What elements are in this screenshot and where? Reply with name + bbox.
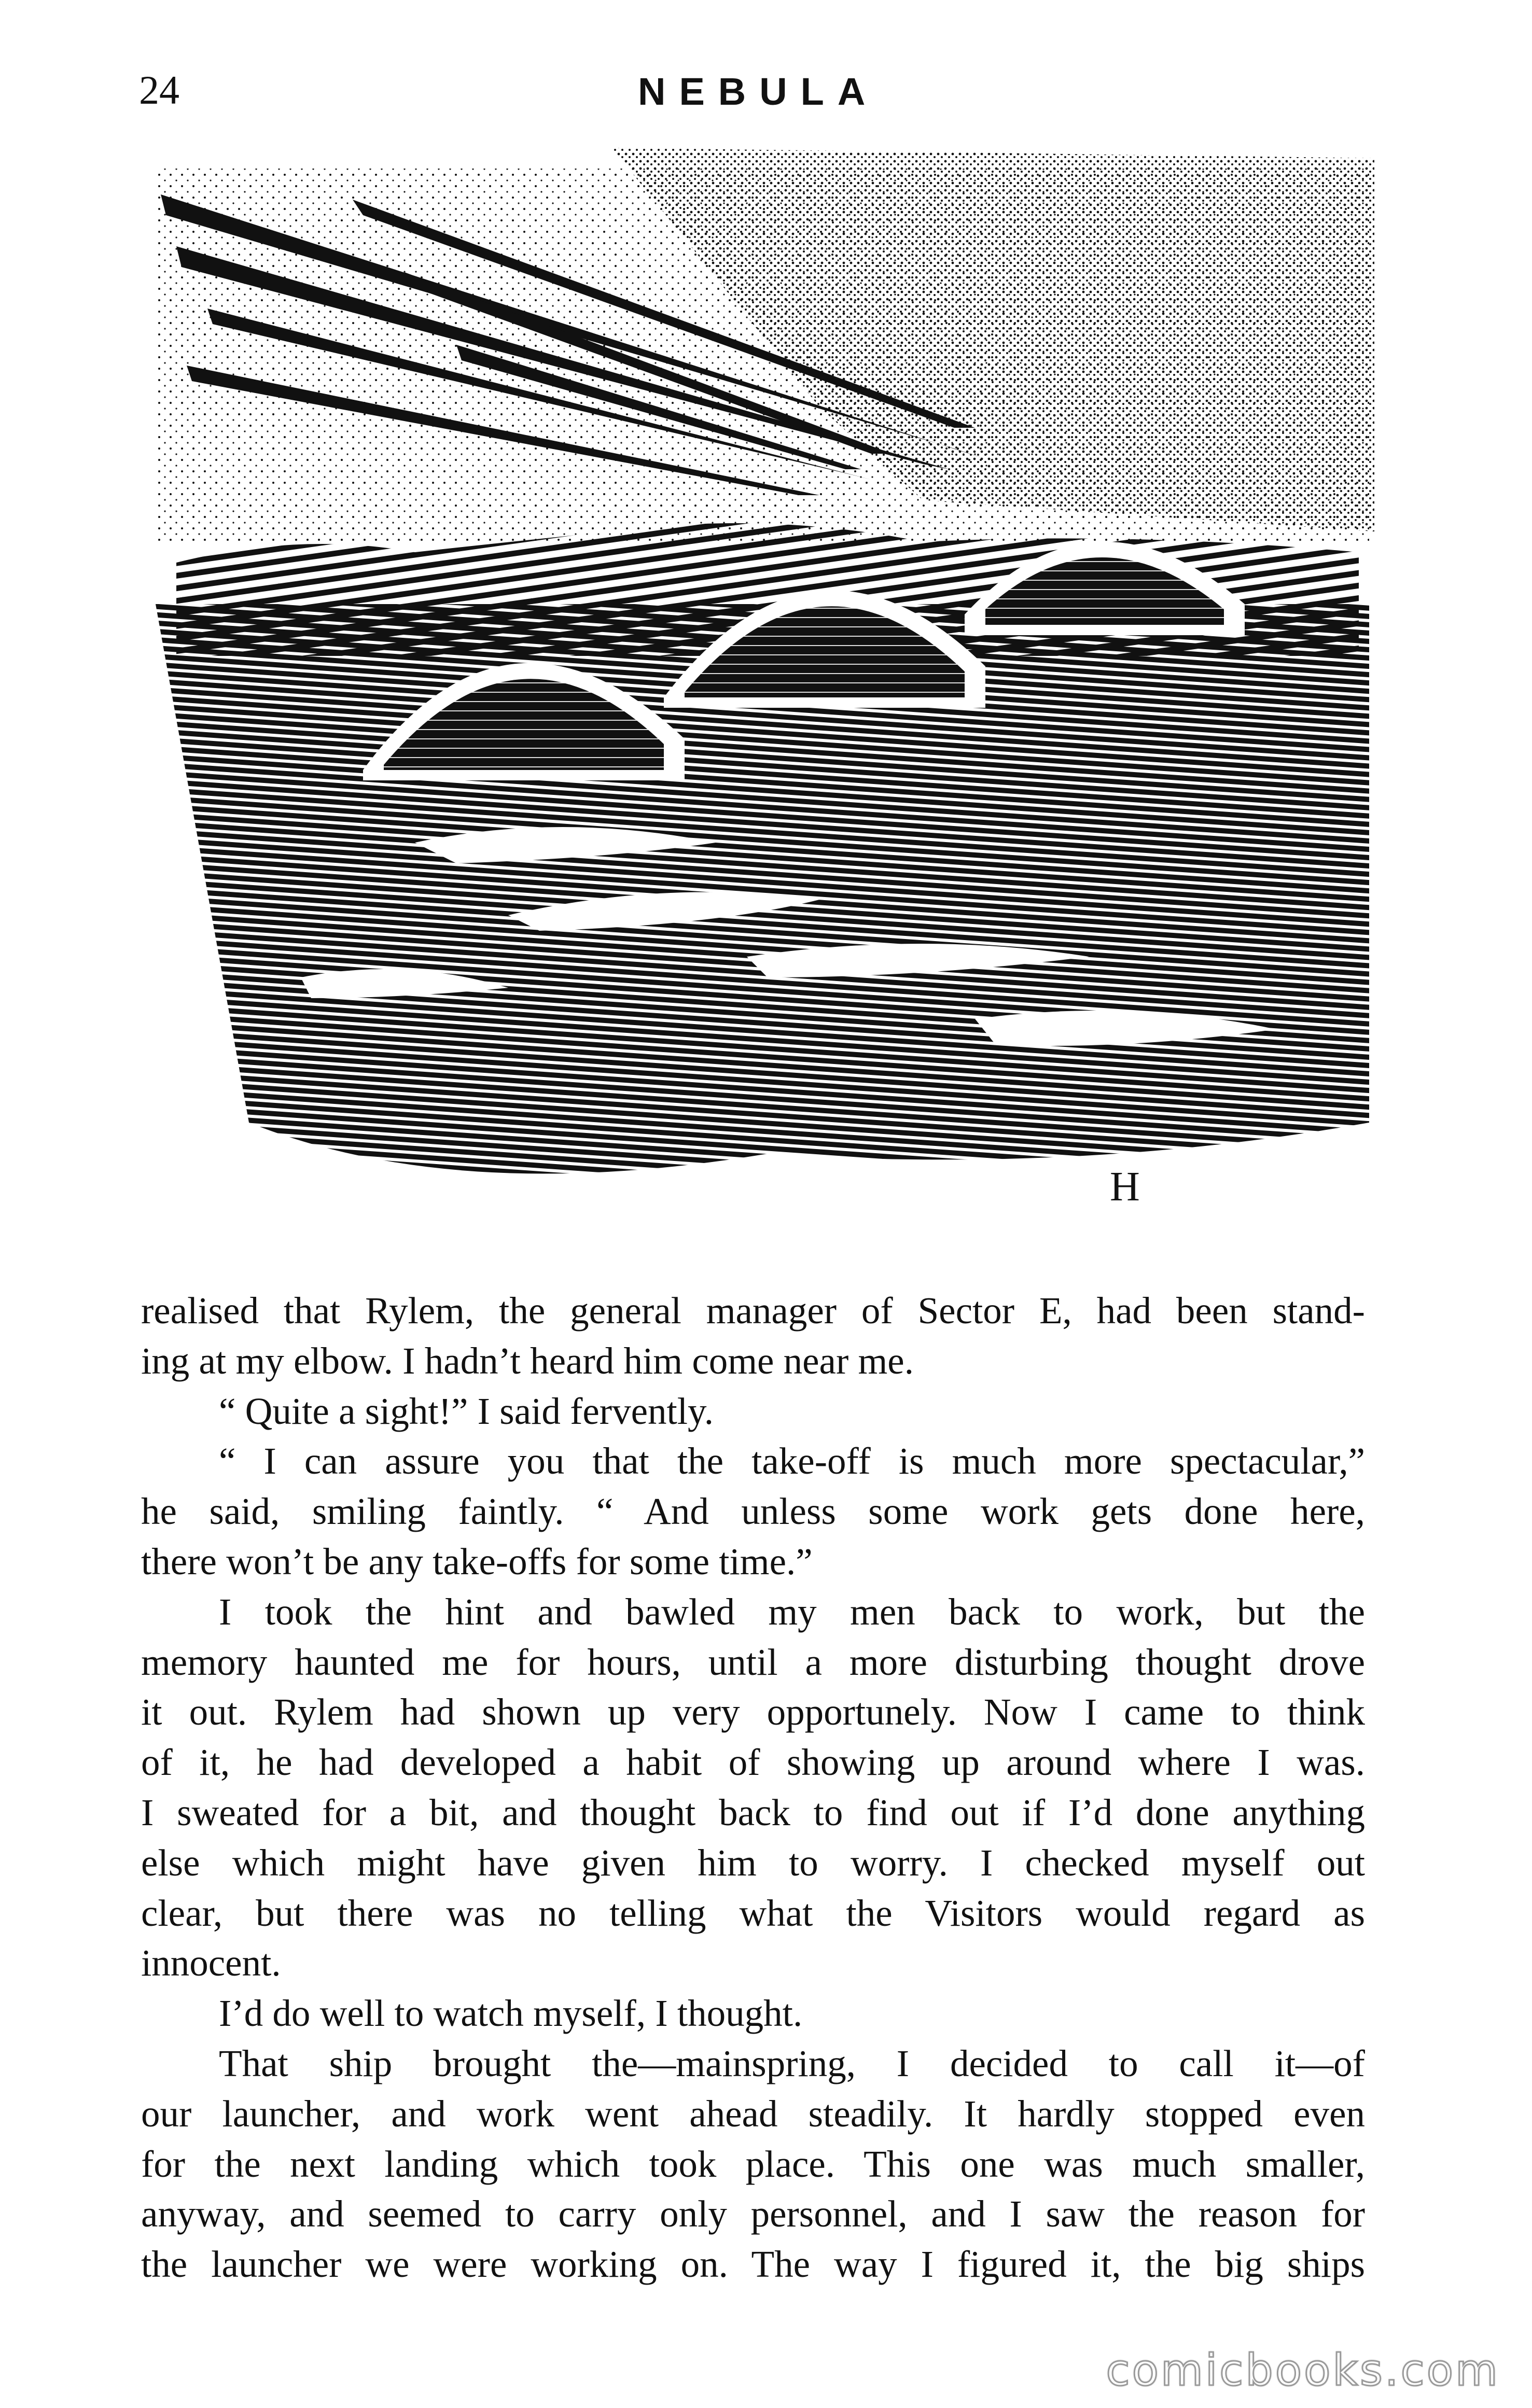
site-watermark: comicbooks.com <box>1106 2345 1500 2396</box>
text-line: innocent. <box>141 1942 281 1984</box>
text-line: he said, smiling faintly. “ And unless some work gets done here, <box>141 1490 1365 1533</box>
story-text <box>141 1286 1365 2290</box>
artist-signature: H <box>1110 1164 1140 1210</box>
running-title: NEBULA <box>638 70 879 113</box>
text-line: realised that Rylem, the general manager of Sector E, had been stand- <box>141 1290 1365 1332</box>
text-line: I sweated for a bit, and thought back to find out if I’d done anything <box>141 1791 1365 1833</box>
text-line: That ship brought the—mainspring, I decided to call it—of <box>219 2042 1365 2084</box>
text-line: “ Quite a sight!” I said fervently. <box>219 1390 714 1432</box>
page-number: 24 <box>139 67 179 113</box>
text-line: of it, he had developed a habit of showing up around where I was. <box>141 1741 1365 1784</box>
paragraph <box>141 1387 1365 1437</box>
text-line: I took the hint and bawled my men back to work, but the <box>219 1590 1365 1633</box>
text-line: the launcher we were working on. The way I figured it, the big ships <box>141 2243 1365 2286</box>
text-line: else which might have given him to worry. I checked myself out <box>141 1841 1365 1884</box>
text-line: memory haunted me for hours, until a more disturbing thought drove <box>141 1641 1365 1683</box>
paragraph <box>141 1286 1365 1387</box>
paragraph <box>141 1436 1365 1587</box>
paragraph <box>141 1989 1365 2039</box>
text-line: there won’t be any take-offs for some time.” <box>141 1540 813 1583</box>
text-line: anyway, and seemed to carry only personnel, and I saw the reason for <box>141 2193 1365 2235</box>
text-line: it out. Rylem had shown up very opportunely. Now I came to think <box>141 1691 1365 1733</box>
domes-landscape-illustration <box>145 137 1400 1216</box>
text-line: “ I can assure you that the take-off is much more spectacular,” <box>219 1440 1365 1482</box>
text-line: I’d do well to watch myself, I thought. <box>219 1992 803 2035</box>
text-line: ing at my elbow. I hadn’t heard him come near me. <box>141 1339 914 1382</box>
text-line: our launcher, and work went ahead steadily. It hardly stopped even <box>141 2092 1365 2135</box>
paragraph <box>141 2039 1365 2290</box>
paragraph <box>141 1587 1365 1989</box>
text-line: for the next landing which took place. This one was much smaller, <box>141 2143 1365 2185</box>
text-line: clear, but there was no telling what the Visitors would regard as <box>141 1892 1365 1934</box>
